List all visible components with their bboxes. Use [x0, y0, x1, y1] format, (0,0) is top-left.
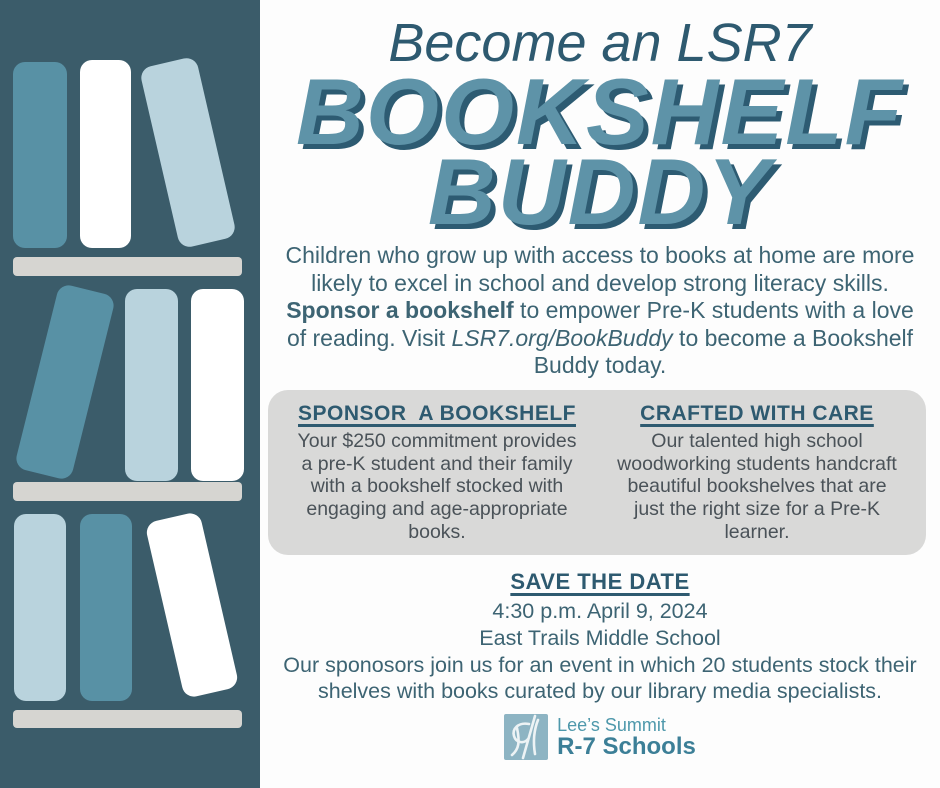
- bookshelf-illustration: [0, 0, 260, 788]
- book-white-tilted: [144, 511, 239, 699]
- intro-text: to empower Pre-K students with a love of reading. Visit: [286, 297, 914, 351]
- title-bookshelf: BOOKSHELF: [295, 59, 905, 165]
- event-location: East Trails Middle School: [479, 625, 721, 650]
- book-teal-tilted: [14, 283, 116, 481]
- sponsor-body: Your $250 commitment provides a pre-K student and their family with a bookshelf stocked with engaging and age-appropriate books.: [297, 430, 577, 543]
- info-box: [268, 390, 926, 555]
- book-white-vertical: [191, 289, 244, 481]
- title-eyebrow: Become an LSR7: [388, 13, 812, 73]
- sponsor-column: [290, 402, 584, 543]
- district-name-line1: Lee’s Summit: [557, 714, 666, 735]
- shelf-board: [13, 257, 242, 276]
- district-name-line2: R-7 Schools: [557, 732, 696, 760]
- flyer-content: [260, 0, 940, 788]
- save-the-date-heading: SAVE THE DATE: [510, 569, 690, 595]
- book-light-vertical: [125, 289, 178, 481]
- intro-paragraph: [276, 242, 924, 380]
- crafted-column: [610, 402, 904, 543]
- event-time: 4:30 p.m. April 9, 2024: [492, 599, 708, 624]
- event-details: Our sponosors join us for an event in which 20 students stock their shelves with books curated by our library media specialists.: [283, 652, 917, 703]
- book-white-vertical: [80, 60, 131, 248]
- book-teal-vertical: [80, 514, 132, 701]
- shelf-board: [13, 482, 242, 501]
- intro-link-text: LSR7.org/BookBuddy: [451, 324, 673, 351]
- crafted-heading: CRAFTED WITH CARE: [640, 402, 874, 426]
- intro-text: to become a Bookshelf Buddy today.: [533, 324, 914, 379]
- intro-text: Children who grow up with access to books at home are more likely to excel in school and develop strong literacy skills.: [285, 242, 915, 296]
- district-logo: [260, 714, 940, 760]
- save-the-date-section: [260, 569, 940, 704]
- district-logo-text: [557, 716, 696, 759]
- crafted-body: Our talented high school woodworking students handcraft beautiful bookshelves that are just the right size for a Pre-K learner.: [617, 430, 897, 543]
- sponsor-heading: SPONSOR A BOOKSHELF: [298, 402, 576, 426]
- title-buddy: BUDDY: [427, 139, 773, 245]
- book-light-vertical: [14, 514, 66, 701]
- shelf-board: [13, 710, 242, 728]
- intro-bold-sponsor: Sponsor a bookshelf: [286, 297, 514, 324]
- lsr7-swirl-logo-icon: [504, 714, 548, 760]
- book-light-tilted: [139, 56, 237, 249]
- book-teal-vertical: [13, 62, 67, 248]
